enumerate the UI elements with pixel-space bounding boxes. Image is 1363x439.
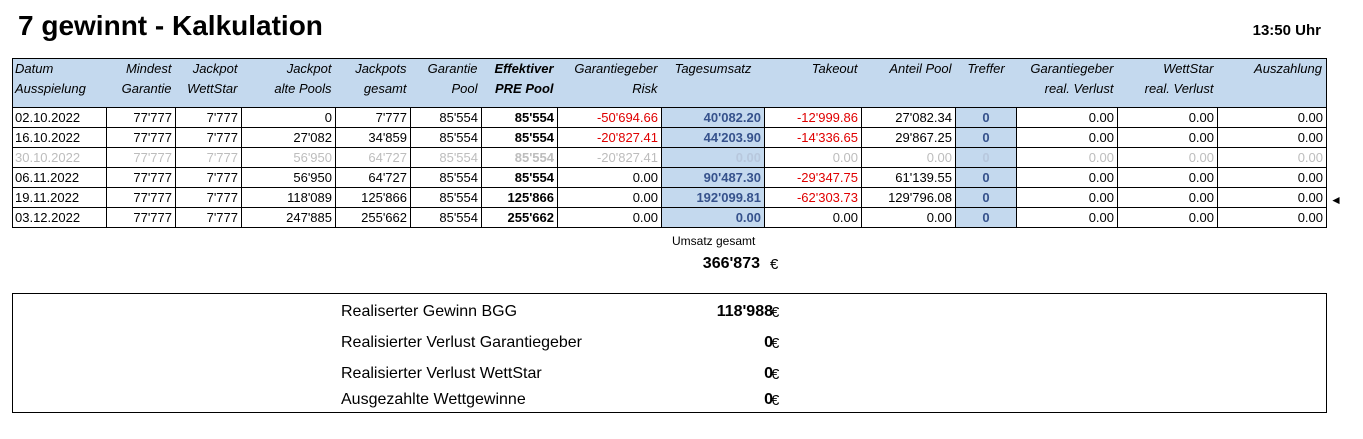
auszahlung-cell[interactable]: 0.00 — [1218, 168, 1327, 188]
header-wettstar-real-verlust: WettStar real. Verlust — [1118, 59, 1218, 108]
header-garantie-pool: Garantie Pool — [411, 59, 482, 108]
treffer-cell[interactable]: 0 — [956, 128, 1017, 148]
summary-value-verlust-garantiegeber: 0 — [764, 334, 773, 351]
garantiegeber-verlust-cell[interactable]: 0.00 — [1017, 128, 1118, 148]
table-row — [13, 128, 1327, 148]
summary-label-gewinn-bgg: Realiserter Gewinn BGG — [341, 303, 518, 320]
summary-label-verlust-wettstar: Realisierter Verlust WettStar — [341, 365, 542, 382]
auszahlung-cell[interactable]: 0.00 — [1218, 148, 1327, 168]
jackpot-alte-pools-cell[interactable]: 118'089 — [242, 188, 336, 208]
table-row — [13, 208, 1327, 228]
effektiver-pre-pool-cell[interactable]: 85'554 — [482, 168, 558, 188]
garantie-pool-cell[interactable]: 85'554 — [411, 108, 482, 128]
jackpot-alte-pools-cell[interactable]: 27'082 — [242, 128, 336, 148]
wettstar-verlust-cell[interactable]: 0.00 — [1118, 168, 1218, 188]
header-garantiegeber-real-verlust: Garantiegeber real. Verlust — [1017, 59, 1118, 108]
takeout-cell[interactable]: -12'999.86 — [765, 108, 862, 128]
umsatz-gesamt-currency: € — [770, 256, 779, 273]
jackpot-wettstar-cell[interactable]: 7'777 — [176, 168, 242, 188]
jackpots-gesamt-cell[interactable]: 64'727 — [336, 148, 411, 168]
mindest-garantie-cell[interactable]: 77'777 — [107, 128, 176, 148]
wettstar-verlust-cell[interactable]: 0.00 — [1118, 188, 1218, 208]
garantiegeber-risk-cell[interactable]: -20'827.41 — [558, 128, 662, 148]
header-jackpots-gesamt: Jackpots gesamt — [336, 59, 411, 108]
header-anteil-pool: Anteil Pool — [862, 59, 956, 108]
takeout-cell[interactable]: -29'347.75 — [765, 168, 862, 188]
header-jackpot-alte-pools: Jackpot alte Pools — [242, 59, 336, 108]
table-row — [13, 148, 1327, 168]
summary-label-ausgezahlte-wettgewinne: Ausgezahlte Wettgewinne — [341, 391, 526, 408]
mindest-garantie-cell[interactable]: 77'777 — [107, 208, 176, 228]
tagesumsatz-cell[interactable]: 44'203.90 — [662, 128, 765, 148]
summary-currency: € — [771, 335, 780, 352]
wettstar-verlust-cell[interactable]: 0.00 — [1118, 128, 1218, 148]
table-row — [13, 108, 1327, 128]
umsatz-gesamt-label: Umsatz gesamt — [672, 234, 756, 248]
garantiegeber-risk-cell[interactable]: -20'827.41 — [558, 148, 662, 168]
garantiegeber-verlust-cell[interactable]: 0.00 — [1017, 188, 1118, 208]
garantiegeber-risk-cell[interactable]: -50'694.66 — [558, 108, 662, 128]
garantiegeber-verlust-cell[interactable]: 0.00 — [1017, 148, 1118, 168]
date-cell[interactable]: 03.12.2022 — [13, 208, 107, 228]
summary-currency: € — [771, 392, 780, 409]
auszahlung-cell[interactable]: 0.00 — [1218, 208, 1327, 228]
garantiegeber-risk-cell[interactable]: 0.00 — [558, 208, 662, 228]
jackpot-wettstar-cell[interactable]: 7'777 — [176, 128, 242, 148]
current-row-marker-icon: ◄ — [1330, 193, 1342, 207]
jackpots-gesamt-cell[interactable]: 7'777 — [336, 108, 411, 128]
header-effektiver-pre-pool: Effektiver PRE Pool — [482, 59, 558, 108]
header-tagesumsatz: Tagesumsatz — [662, 59, 765, 108]
wettstar-verlust-cell[interactable]: 0.00 — [1118, 108, 1218, 128]
jackpot-alte-pools-cell[interactable]: 247'885 — [242, 208, 336, 228]
jackpot-wettstar-cell[interactable]: 7'777 — [176, 188, 242, 208]
calculation-table — [12, 58, 1327, 228]
jackpot-alte-pools-cell[interactable]: 56'950 — [242, 168, 336, 188]
header-jackpot-wettstar: Jackpot WettStar — [176, 59, 242, 108]
jackpots-gesamt-cell[interactable]: 125'866 — [336, 188, 411, 208]
garantie-pool-cell[interactable]: 85'554 — [411, 188, 482, 208]
mindest-garantie-cell[interactable]: 77'777 — [107, 188, 176, 208]
effektiver-pre-pool-cell[interactable]: 85'554 — [482, 148, 558, 168]
mindest-garantie-cell[interactable]: 77'777 — [107, 148, 176, 168]
effektiver-pre-pool-cell[interactable]: 255'662 — [482, 208, 558, 228]
takeout-cell[interactable]: -62'303.73 — [765, 188, 862, 208]
effektiver-pre-pool-cell[interactable]: 85'554 — [482, 108, 558, 128]
tagesumsatz-cell[interactable]: 90'487.30 — [662, 168, 765, 188]
garantie-pool-cell[interactable]: 85'554 — [411, 208, 482, 228]
garantie-pool-cell[interactable]: 85'554 — [411, 128, 482, 148]
summary-value-gewinn-bgg: 118'988 — [716, 303, 773, 320]
tagesumsatz-cell[interactable]: 40'082.20 — [662, 108, 765, 128]
anteil-pool-cell[interactable]: 29'867.25 — [862, 128, 956, 148]
auszahlung-cell[interactable]: 0.00 — [1218, 128, 1327, 148]
current-time: 13:50 Uhr — [1252, 22, 1321, 39]
summary-value-ausgezahlte-wettgewinne: 0 — [764, 391, 773, 408]
garantiegeber-verlust-cell[interactable]: 0.00 — [1017, 108, 1118, 128]
jackpot-wettstar-cell[interactable]: 7'777 — [176, 108, 242, 128]
date-cell[interactable]: 30.10.2022 — [13, 148, 107, 168]
header-mindest-garantie: Mindest Garantie — [107, 59, 176, 108]
date-cell[interactable]: 02.10.2022 — [13, 108, 107, 128]
anteil-pool-cell[interactable]: 61'139.55 — [862, 168, 956, 188]
jackpot-wettstar-cell[interactable]: 7'777 — [176, 208, 242, 228]
header-garantiegeber-risk: Garantiegeber Risk — [558, 59, 662, 108]
garantie-pool-cell[interactable]: 85'554 — [411, 168, 482, 188]
garantiegeber-verlust-cell[interactable]: 0.00 — [1017, 168, 1118, 188]
garantiegeber-risk-cell[interactable]: 0.00 — [558, 168, 662, 188]
wettstar-verlust-cell[interactable]: 0.00 — [1118, 208, 1218, 228]
umsatz-gesamt-value: 366'873 — [702, 255, 760, 272]
mindest-garantie-cell[interactable]: 77'777 — [107, 168, 176, 188]
summary-box — [12, 293, 1327, 413]
treffer-cell[interactable]: 0 — [956, 148, 1017, 168]
treffer-cell[interactable]: 0 — [956, 108, 1017, 128]
jackpots-gesamt-cell[interactable]: 255'662 — [336, 208, 411, 228]
date-cell[interactable]: 19.11.2022 — [13, 188, 107, 208]
summary-label-verlust-garantiegeber: Realisierter Verlust Garantiegeber — [341, 334, 583, 351]
table-row — [13, 168, 1327, 188]
header-takeout: Takeout — [765, 59, 862, 108]
treffer-cell[interactable]: 0 — [956, 208, 1017, 228]
anteil-pool-cell[interactable]: 129'796.08 — [862, 188, 956, 208]
summary-currency: € — [771, 366, 780, 383]
header-datum-ausspielung: Datum Ausspielung — [13, 59, 107, 108]
takeout-cell[interactable]: 0.00 — [765, 148, 862, 168]
anteil-pool-cell[interactable]: 0.00 — [862, 148, 956, 168]
garantiegeber-risk-cell[interactable]: 0.00 — [558, 188, 662, 208]
table-header-row — [13, 59, 1327, 108]
effektiver-pre-pool-cell[interactable]: 85'554 — [482, 128, 558, 148]
header-treffer: Treffer — [956, 59, 1017, 108]
tagesumsatz-cell[interactable]: 0.00 — [662, 208, 765, 228]
tagesumsatz-cell[interactable]: 192'099.81 — [662, 188, 765, 208]
garantie-pool-cell[interactable]: 85'554 — [411, 148, 482, 168]
takeout-cell[interactable]: -14'336.65 — [765, 128, 862, 148]
tagesumsatz-cell[interactable]: 0.00 — [662, 148, 765, 168]
mindest-garantie-cell[interactable]: 77'777 — [107, 108, 176, 128]
jackpot-alte-pools-cell[interactable]: 0 — [242, 108, 336, 128]
effektiver-pre-pool-cell[interactable]: 125'866 — [482, 188, 558, 208]
date-cell[interactable]: 16.10.2022 — [13, 128, 107, 148]
header-auszahlung: Auszahlung — [1218, 59, 1327, 108]
table-row — [13, 188, 1327, 208]
summary-currency: € — [771, 304, 780, 321]
treffer-cell[interactable]: 0 — [956, 188, 1017, 208]
jackpots-gesamt-cell[interactable]: 64'727 — [336, 168, 411, 188]
treffer-cell[interactable]: 0 — [956, 168, 1017, 188]
page-title: 7 gewinnt - Kalkulation — [18, 10, 323, 41]
auszahlung-cell[interactable]: 0.00 — [1218, 188, 1327, 208]
jackpot-alte-pools-cell[interactable]: 56'950 — [242, 148, 336, 168]
takeout-cell[interactable]: 0.00 — [765, 208, 862, 228]
date-cell[interactable]: 06.11.2022 — [13, 168, 107, 188]
anteil-pool-cell[interactable]: 27'082.34 — [862, 108, 956, 128]
jackpots-gesamt-cell[interactable]: 34'859 — [336, 128, 411, 148]
summary-value-verlust-wettstar: 0 — [764, 365, 773, 382]
auszahlung-cell[interactable]: 0.00 — [1218, 108, 1327, 128]
wettstar-verlust-cell[interactable]: 0.00 — [1118, 148, 1218, 168]
jackpot-wettstar-cell[interactable]: 7'777 — [176, 148, 242, 168]
garantiegeber-verlust-cell[interactable]: 0.00 — [1017, 208, 1118, 228]
anteil-pool-cell[interactable]: 0.00 — [862, 208, 956, 228]
